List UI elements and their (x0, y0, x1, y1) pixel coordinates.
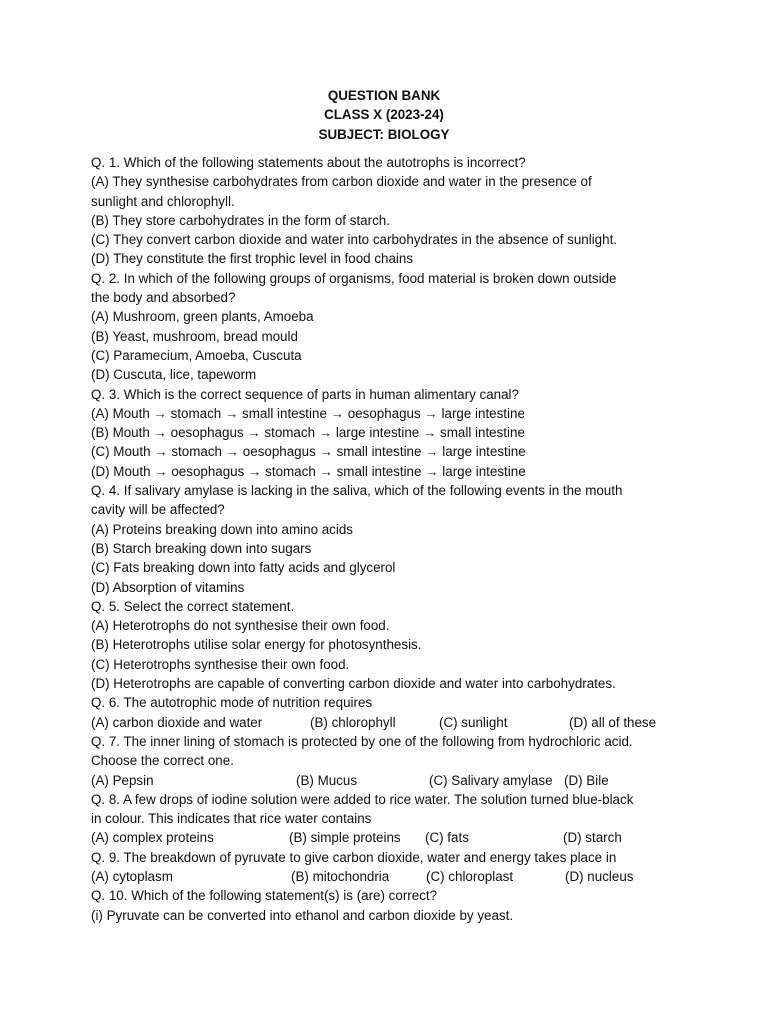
question-line: Q. 6. The autotrophic mode of nutrition requires (91, 695, 373, 711)
class-label: CLASS X (2023-24) (324, 107, 444, 123)
q8-options-row (91, 828, 731, 847)
option-line: (D) They constitute the first trophic level in food chains (91, 251, 414, 267)
option-b: (B) chlorophyll (310, 714, 396, 730)
option-line: (A) They synthesise carbohydrates from carbon dioxide and water in the presence of (91, 174, 592, 190)
question-line: Q. 7. The inner lining of stomach is protected by one of the following from hydrochloric acid. (91, 733, 633, 749)
option-line: (i) Pyruvate can be converted into ethanol and carbon dioxide by yeast. (91, 907, 514, 923)
option-c: (C) chloroplast (426, 868, 514, 884)
question-line: Q. 9. The breakdown of pyruvate to give carbon dioxide, water and energy takes place in (91, 849, 617, 865)
option-line: (C) Paramecium, Amoeba, Cuscuta (91, 347, 302, 363)
option-c: (C) Salivary amylase (429, 772, 553, 788)
option-d: (D) nucleus (565, 868, 634, 884)
option-line: (C) They convert carbon dioxide and water into carbohydrates in the absence of sunlight. (91, 232, 618, 248)
option-line: (A) Proteins breaking down into amino acids (91, 521, 353, 537)
option-a: (A) Pepsin (91, 772, 154, 788)
question-line: Q. 1. Which of the following statements about the autotrophs is incorrect? (91, 155, 526, 170)
question-list (91, 153, 731, 925)
option-line: (A) Mushroom, green plants, Amoeba (91, 309, 314, 325)
option-a: (A) cytoplasm (91, 868, 173, 884)
document-header (0, 86, 768, 144)
option-line: (B) Heterotrophs utilise solar energy for photosynthesis. (91, 637, 422, 653)
option-b: (B) mitochondria (291, 868, 390, 884)
question-line: cavity will be affected? (91, 502, 225, 518)
option-line: (B) Starch breaking down into sugars (91, 540, 312, 556)
option-line: (C) Heterotrophs synthesise their own food. (91, 656, 350, 672)
question-line: in colour. This indicates that rice water contains (91, 811, 372, 827)
option-line: (D) Absorption of vitamins (91, 579, 245, 595)
q9-options-row (91, 867, 731, 886)
option-line: (D) Mouth → oesophagus → stomach → small intestine → large intestine (91, 463, 526, 479)
question-line: Q. 5. Select the correct statement. (91, 598, 295, 614)
question-line: Q. 10. Which of the following statement(s) is (are) correct? (91, 888, 438, 904)
question-line: Q. 8. A few drops of iodine solution were added to rice water. The solution turned blue-black (91, 791, 634, 807)
option-line: (C) Mouth → stomach → oesophagus → small intestine → large intestine (91, 444, 526, 460)
question-line: the body and absorbed? (91, 290, 236, 306)
option-line: (B) They store carbohydrates in the form of starch. (91, 212, 390, 228)
document-title: QUESTION BANK (327, 88, 441, 103)
subject-label: SUBJECT: BIOLOGY (318, 126, 450, 142)
option-c: (C) fats (425, 830, 469, 846)
question-line: Choose the correct one. (91, 753, 234, 769)
option-line: (A) Mouth → stomach → small intestine → oesophagus → large intestine (91, 405, 525, 421)
option-b: (B) Mucus (296, 772, 358, 788)
q6-options-row (91, 713, 731, 732)
option-line: (D) Cuscuta, lice, tapeworm (91, 367, 257, 383)
option-a: (A) complex proteins (91, 830, 214, 846)
option-d: (D) all of these (569, 714, 657, 730)
question-line: Q. 3. Which is the correct sequence of parts in human alimentary canal? (91, 386, 519, 402)
option-line: (D) Heterotrophs are capable of converting carbon dioxide and water into carbohydrates. (91, 676, 616, 692)
option-c: (C) sunlight (439, 714, 508, 730)
option-line: (C) Fats breaking down into fatty acids and glycerol (91, 560, 396, 576)
option-line: sunlight and chlorophyll. (91, 193, 235, 209)
question-line: Q. 4. If salivary amylase is lacking in the saliva, which of the following events in the mouth (91, 483, 623, 499)
option-a: (A) carbon dioxide and water (91, 714, 263, 730)
option-line: (B) Yeast, mushroom, bread mould (91, 328, 298, 344)
option-b: (B) simple proteins (289, 830, 401, 846)
question-line: Q. 2. In which of the following groups of organisms, food material is broken down outside (91, 270, 617, 286)
option-d: (D) starch (563, 830, 622, 846)
option-line: (A) Heterotrophs do not synthesise their own food. (91, 618, 390, 634)
option-line: (B) Mouth → oesophagus → stomach → large intestine → small intestine (91, 425, 525, 441)
q7-options-row (91, 771, 731, 790)
option-d: (D) Bile (564, 772, 609, 788)
